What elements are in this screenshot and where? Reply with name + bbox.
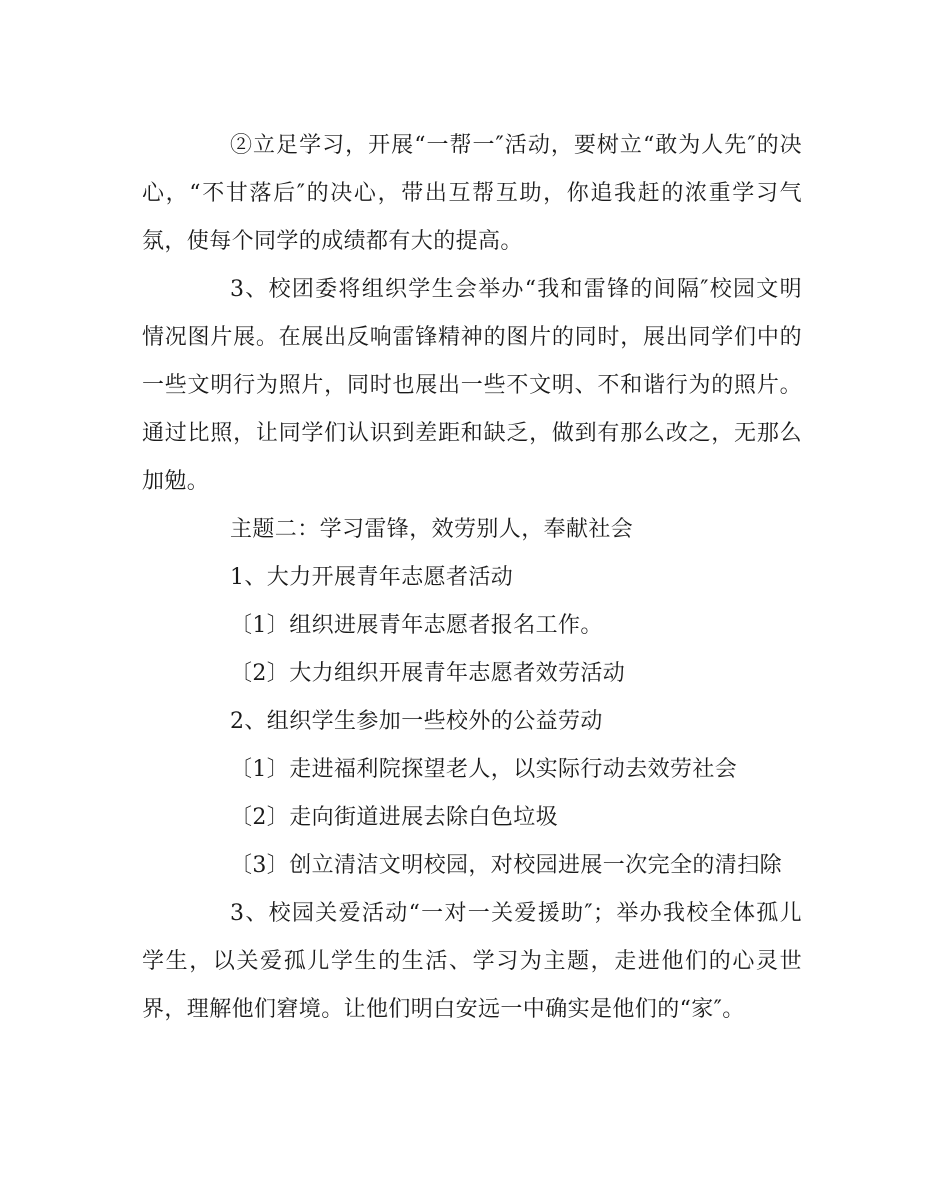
paragraph-care-activity: 3、校园关爱活动“一对一关爱援助″；举办我校全体孤儿学生，以关爱孤儿学生的生活、学习为主题，走进他们的心灵世界，理解他们窘境。让他们明白安远一中确实是他们的“家″。	[142, 901, 802, 1022]
list-item-volunteer: 1、大力开展青年志愿者活动	[230, 565, 514, 590]
paragraph-photo-exhibition: 3、校团委将组织学生会举办“我和雷锋的间隔″校园文明情况图片展。在展出反响雷锋精神的图片的同时，展出同学们中的一些文明行为照片，同时也展出一些不文明、不和谐行为的照片。通过比照，让同学们认识到差距和缺乏，做到有那么改之，无那么加勉。	[142, 277, 802, 494]
paragraph-study-help: ②立足学习，开展“一帮一″活动，要树立“敢为人先″的决心，“不甘落后″的决心，带出互帮互助，你追我赶的浓重学习气氛，使每个同学的成绩都有大的提高。	[142, 133, 802, 254]
list-subitem-welfare-home: 〔1〕走进福利院探望老人，以实际行动去效劳社会	[230, 757, 738, 782]
list-item-public-labor: 2、组织学生参加一些校外的公益劳动	[230, 709, 603, 734]
list-subitem-campus-cleanup: 〔3〕创立清洁文明校园，对校园进展一次完全的清扫除	[230, 853, 782, 878]
section-heading-theme-two: 主题二：学习雷锋，效劳别人，奉献社会	[230, 517, 634, 542]
list-subitem-registration: 〔1〕组织进展青年志愿者报名工作。	[230, 613, 603, 638]
list-subitem-street-cleanup: 〔2〕走向街道进展去除白色垃圾	[230, 805, 558, 830]
document-body	[142, 122, 802, 1034]
list-subitem-service: 〔2〕大力组织开展青年志愿者效劳活动	[230, 661, 626, 686]
